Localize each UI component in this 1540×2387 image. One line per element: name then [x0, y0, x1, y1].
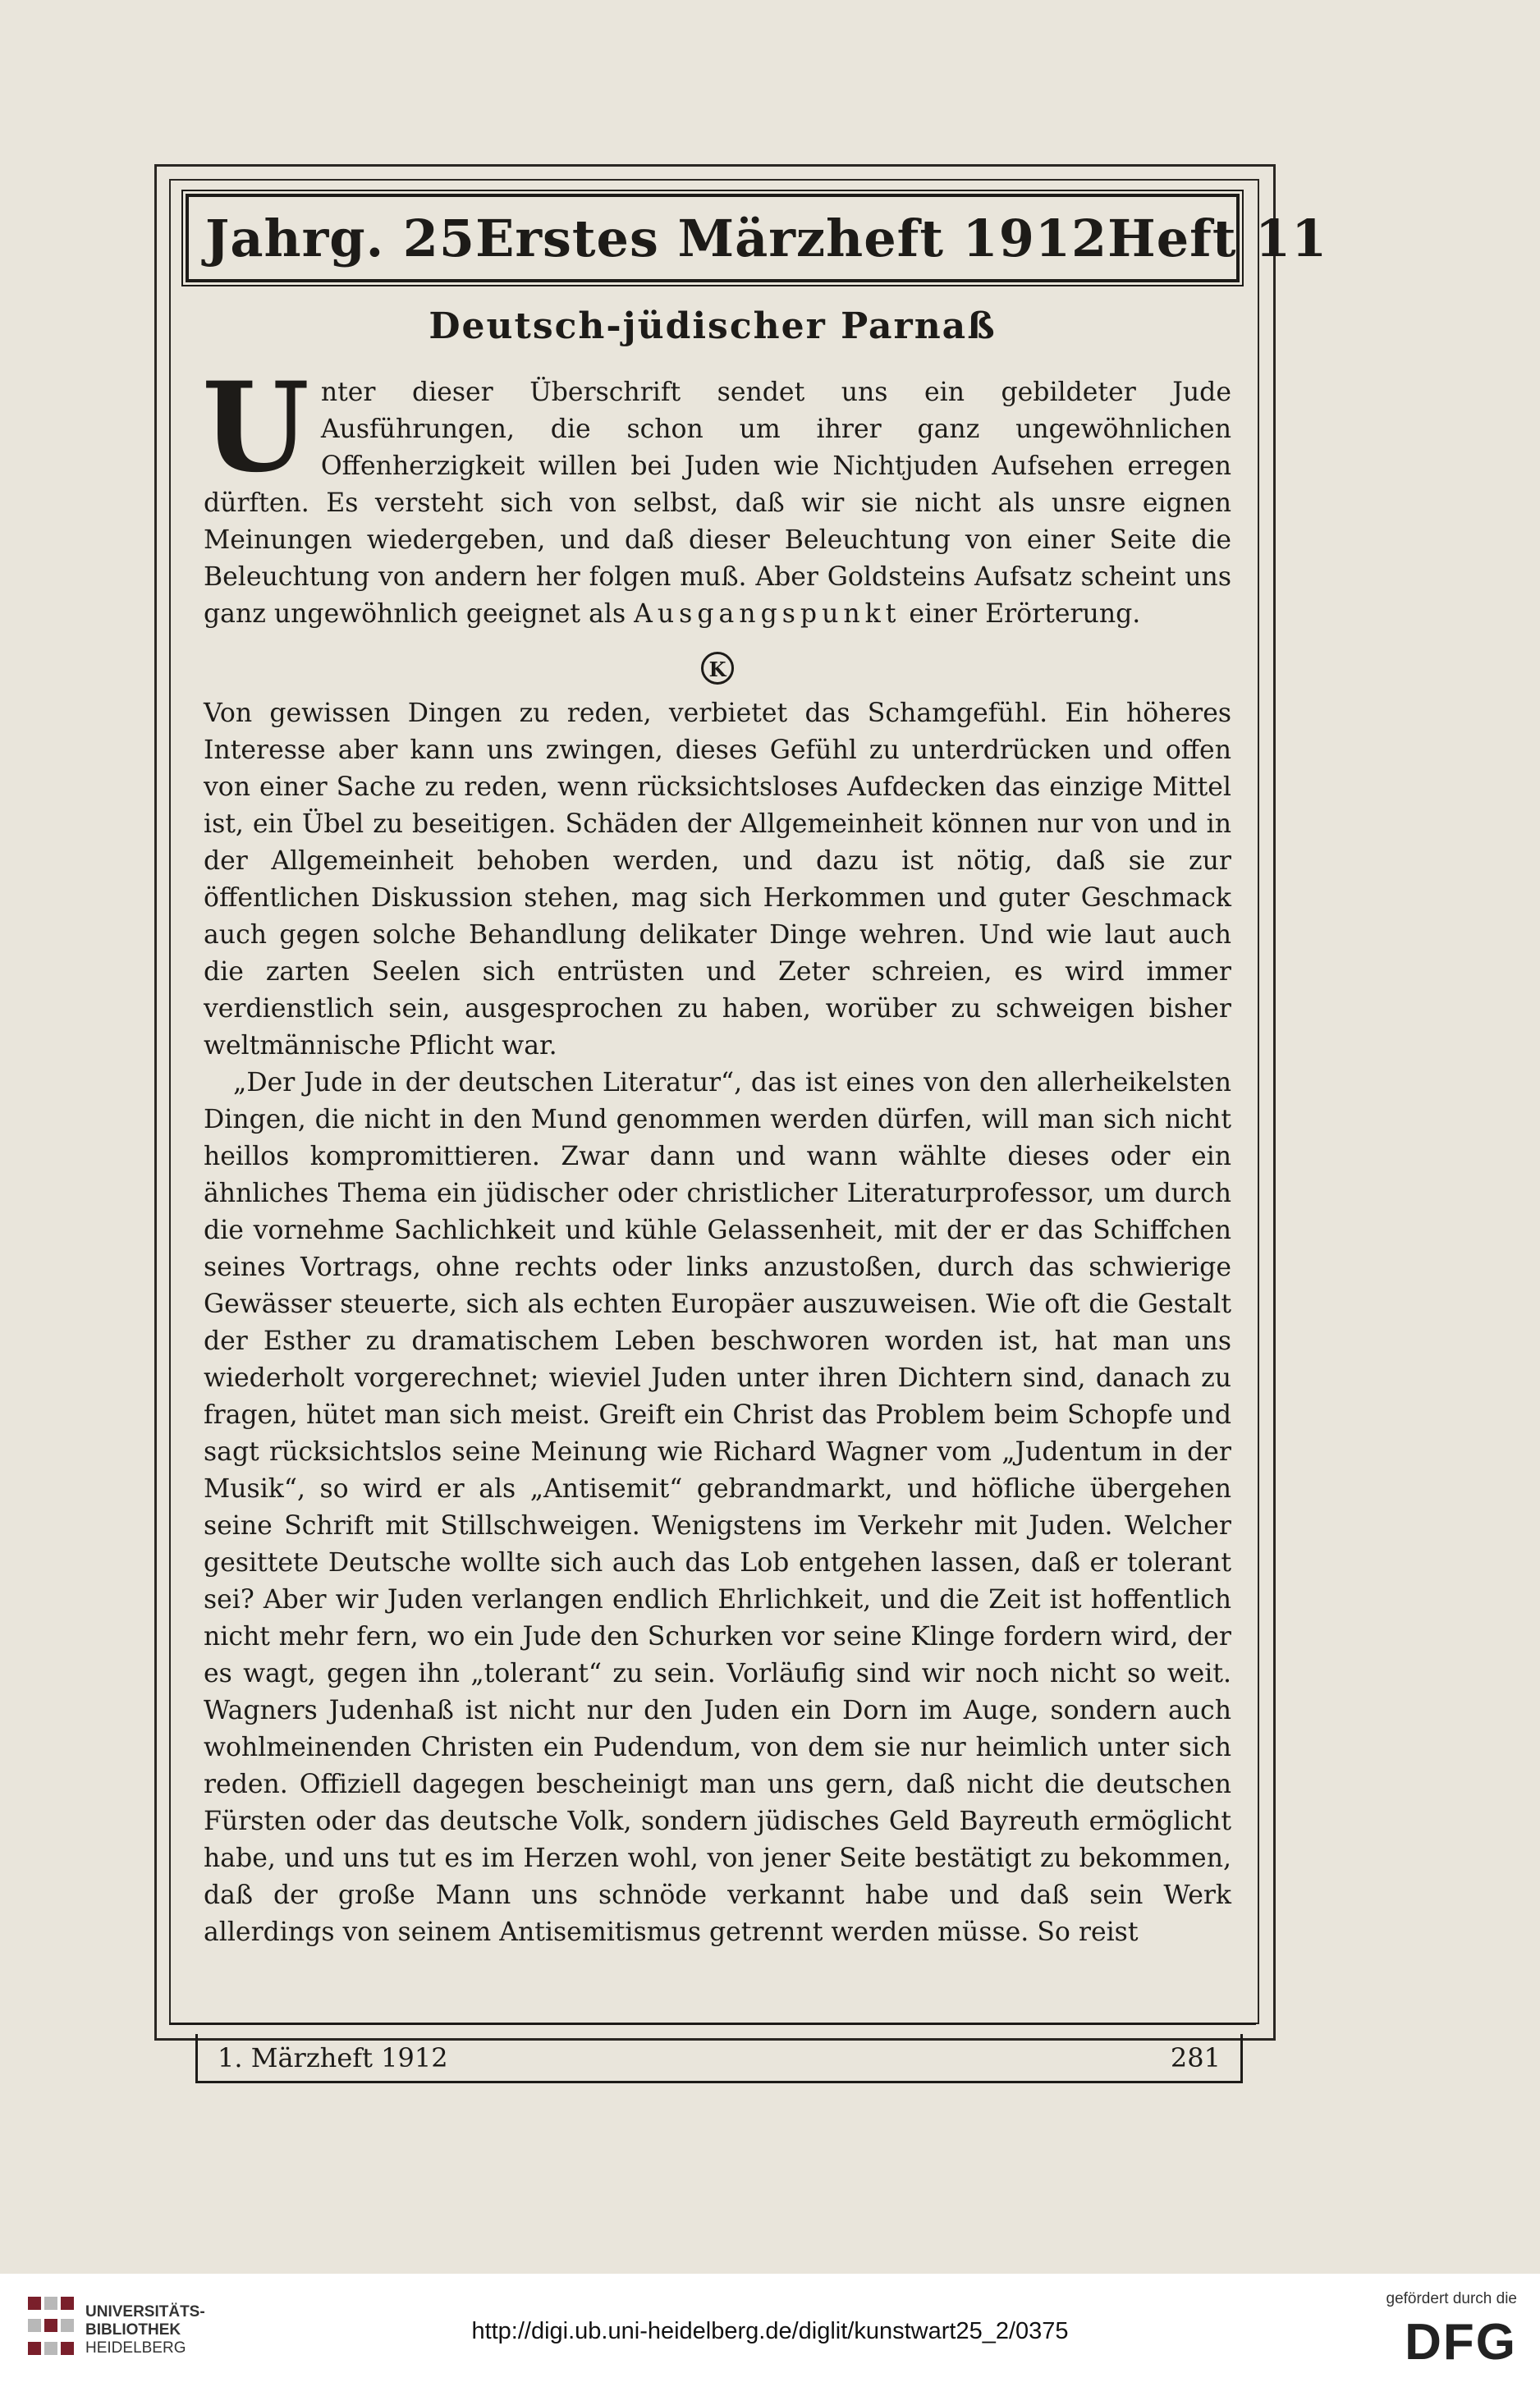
paragraph-1: Von gewissen Dingen zu reden, verbietet das Schamgefühl. Ein höheres Interesse aber kann uns zwingen, dieses Gefühl zu unterdrücken und offen von einer Sache zu reden, wenn rücksichtsloses Aufdecken das einzige Mittel ist, ein Übel zu beseitigen. Schäden der Allgemeinheit können nur von und in der Allgemeinheit behoben werden, und dazu ist nötig, daß sie zur öffentlichen Diskussion stehen, mag sich Herkommen und guter Geschmack auch gegen solche Behandlung delikater Dinge wehren. Und wie laut auch die zarten Seelen sich entrüsten und Zeter schreien, es wird immer verdienstlich sein, ausgesprochen zu haben, worüber zu schweigen bisher weltmännische Pflicht war.	[204, 699, 1231, 1061]
drop-cap: U	[202, 355, 309, 500]
page-footer	[195, 2034, 1243, 2083]
intro-text: nter dieser Überschrift sendet uns ein gebildeter Jude Ausführungen, die schon um ihrer ganz ungewöhnlichen Offenherzigkeit willen bei Juden wie Nichtjuden Aufsehen erregen dürften. Es versteht sich von selbst, daß wir sie nicht als unsre eignen Meinungen wiedergeben, und daß dieser Beleuchtung von einer Seite die Beleuchtung von andern her folgen muß. Aber Goldsteins Aufsatz scheint uns ganz ungewöhnlich geeignet als	[204, 378, 1231, 629]
source-url-link[interactable]: http://digi.ub.uni-heidelberg.de/diglit/kunstwart25_2/0375	[471, 2318, 1069, 2344]
intro-paragraph	[202, 355, 1231, 633]
paragraph-2: „Der Jude in der deutschen Literatur“, das ist eines von den allerheikelsten Dingen, die nicht in den Mund genommen werden dürfen, will man sich nicht heillos kompromittieren. Zwar dann und wann wählte dieses oder ein ähnliches Thema ein jüdischer oder christlicher Literaturprofessor, um durch die vornehme Sachlichkeit und kühle Gelassenheit, mit der er das Schiffchen seines Vortrags, ohne rechts oder links anzustoßen, durch das schwierige Gewässer steuerte, sich als echten Europäer auszuweisen. Wie oft die Gestalt der Esther zu dramatischem Leben beschworen worden ist, hat man uns wiederholt vorgerechnet; wieviel Juden unter ihren Dichtern sind, danach zu fragen, hütet man sich meist. Greift ein Christ das Problem beim Schopfe und sagt rücksichtslos seine Meinung wie Richard Wagner vom „Judentum in der Musik“, so wird er als „Antisemit“ gebrandmarkt, und höfliche übergehen seine Schrift mit Stillschweigen. Wenigstens im Verkehr mit Juden. Welcher gesittete Deutsche wollte sich auch das Lob entgehen lassen, daß er tolerant sei? Aber wir Juden verlangen endlich Ehrlichkeit, und die Zeit ist hoffentlich nicht mehr fern, wo ein Jude den Schurken vor seine Klinge fordern wird, der es wagt, gegen ihn „tolerant“ zu sein. Vorläufig sind wir noch nicht so weit. Wagners Judenhaß ist nicht nur den Juden ein Dorn im Auge, sondern auch wohlmeinenden Christen ein Pudendum, von dem sie nur heimlich unter sich reden. Offiziell dagegen bescheinigt man uns gern, daß nicht die deutschen Fürsten oder das deutsche Volk, sondern jüdisches Geld Bayreuth ermöglicht habe, und uns tut es im Herzen wohl, von jener Seite bestätigt zu bekommen, daß der große Mann uns schnöde verkannt habe und daß sein Werk allerdings von seinem Antisemitismus getrennt werden müsse. So reist	[204, 1068, 1231, 1947]
footer-issue: 1. Märzheft 1912	[218, 2041, 448, 2073]
intro-emphasis: Ausgangspunkt	[634, 599, 901, 629]
issue-number: Heft 11	[1107, 208, 1328, 268]
issue-date: Erstes Märzheft 1912	[475, 208, 1108, 268]
intro-text-end: einer Erörterung.	[909, 599, 1141, 629]
digitization-banner	[0, 2274, 1540, 2387]
footer-rule	[169, 2023, 1256, 2025]
page-number: 281	[1170, 2041, 1221, 2073]
dfg-logo: DFG	[1405, 2314, 1517, 2371]
funding-caption: gefördert durch die	[1386, 2290, 1517, 2307]
institution-name: UNIVERSITÄTS- BIBLIOTHEK HEIDELBERG	[85, 2303, 205, 2357]
volume-label: Jahrg. 25	[205, 208, 476, 268]
section-ornament	[204, 644, 1231, 687]
monogram-icon: K	[701, 652, 734, 685]
article-body	[202, 355, 1231, 1951]
article-title: Deutsch-jüdischer Parnaß	[429, 305, 997, 347]
issue-header	[186, 194, 1328, 282]
